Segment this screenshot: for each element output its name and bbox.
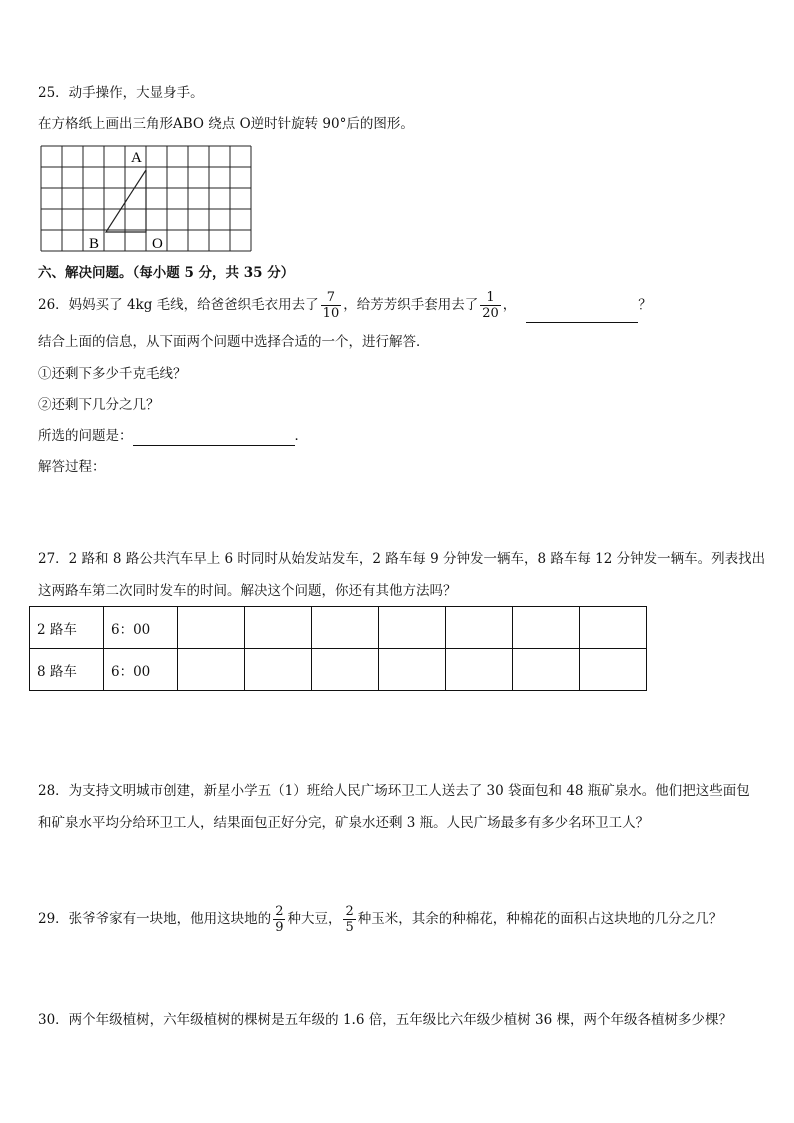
q28-line2: 和矿泉水平均分给环卫工人，结果面包正好分完，矿泉水还剩 3 瓶。人民广场最多有多少名环卫工人？ xyxy=(38,815,650,831)
triangle-abo xyxy=(106,170,146,232)
table-row xyxy=(30,607,647,649)
fraction-2-5: $\frac{2}{5}$ xyxy=(345,904,354,935)
empty-cell[interactable] xyxy=(513,607,580,649)
q28-line1: 28．为支持文明城市创建，新星小学五（1）班给人民广场环卫工人送去了 30 袋面包和 48 瓶矿泉水。他们把这些面包 xyxy=(38,783,750,799)
fraction-7-10: $\frac{7}{10}$ xyxy=(322,290,340,321)
point-b-label: B xyxy=(89,236,100,252)
empty-cell[interactable] xyxy=(580,607,647,649)
q26-stem xyxy=(38,287,652,323)
fraction-1-20: $\frac{1}{20}$ xyxy=(482,290,499,321)
time-cell: 6：00 xyxy=(104,649,178,691)
q27-line2: 这两路车第二次同时发车的时间。解决这个问题，你还有其他方法吗？ xyxy=(38,583,457,599)
q26-chosen-question xyxy=(38,426,308,446)
section-heading: 六、解决问题。（每小题 5 分，共 35 分） xyxy=(38,265,295,281)
route-cell: 8 路车 xyxy=(30,649,104,691)
q29-stem xyxy=(38,901,722,937)
q26-process-label: 解答过程： xyxy=(38,459,106,475)
table-row xyxy=(30,649,647,691)
empty-cell[interactable] xyxy=(446,607,513,649)
q29-text-1: 29．张爷爷家有一块地，他用这块地的 xyxy=(38,911,272,927)
q27-line1: 27．2 路和 8 路公共汽车早上 6 时同时从始发站发车，2 路车每 9 分钟发一辆车，8 路车每 12 分钟发一辆车。列表找出 xyxy=(38,551,766,567)
q26-answer-blank[interactable] xyxy=(526,308,638,323)
empty-cell[interactable] xyxy=(446,649,513,691)
chosen-label: 所选的问题是： xyxy=(38,428,133,444)
q26-option-1[interactable]: ①还剩下多少千克毛线？ xyxy=(38,366,187,382)
q26-option-2[interactable]: ②还剩下几分之几？ xyxy=(38,397,160,413)
chosen-end: ． xyxy=(294,428,308,444)
q29-text-2: 种大豆， xyxy=(287,911,342,927)
point-a-label: A xyxy=(131,150,142,166)
fraction-2-9: $\frac{2}{9}$ xyxy=(275,904,284,935)
empty-cell[interactable] xyxy=(245,649,312,691)
chosen-question-blank[interactable] xyxy=(133,431,295,446)
q26-text-3: ， xyxy=(502,297,517,313)
empty-cell[interactable] xyxy=(312,649,379,691)
q30-line1: 30．两个年级植树，六年级植树的棵树是五年级的 1.6 倍，五年级比六年级少植树 36 棵，两个年级各植树多少棵？ xyxy=(38,1012,732,1028)
q25-title: 25．动手操作，大显身手。 xyxy=(38,85,204,101)
empty-cell[interactable] xyxy=(379,649,446,691)
empty-cell[interactable] xyxy=(178,607,245,649)
q29-text-3: 种玉米，其余的种棉花，种棉花的面积占这块地的几分之几？ xyxy=(357,911,723,927)
empty-cell[interactable] xyxy=(312,607,379,649)
q26-text-4: ？ xyxy=(638,297,652,313)
q26-text-2: ，给芳芳织手套用去了 xyxy=(343,297,479,313)
empty-cell[interactable] xyxy=(379,607,446,649)
q26-line2: 结合上面的信息，从下面两个问题中选择合适的一个，进行解答． xyxy=(38,334,430,350)
rotation-grid[interactable] xyxy=(40,145,256,257)
route-cell: 2 路车 xyxy=(30,607,104,649)
q25-instruction: 在方格纸上画出三角形ABO 绕点 O逆时针旋转 90°后的图形。 xyxy=(38,116,414,132)
time-cell: 6：00 xyxy=(104,607,178,649)
bus-schedule-table xyxy=(29,606,647,691)
empty-cell[interactable] xyxy=(245,607,312,649)
empty-cell[interactable] xyxy=(178,649,245,691)
empty-cell[interactable] xyxy=(513,649,580,691)
empty-cell[interactable] xyxy=(580,649,647,691)
point-o-label: O xyxy=(152,236,163,252)
q26-text-1: 26．妈妈买了 4kg 毛线，给爸爸织毛衣用去了 xyxy=(38,297,319,313)
